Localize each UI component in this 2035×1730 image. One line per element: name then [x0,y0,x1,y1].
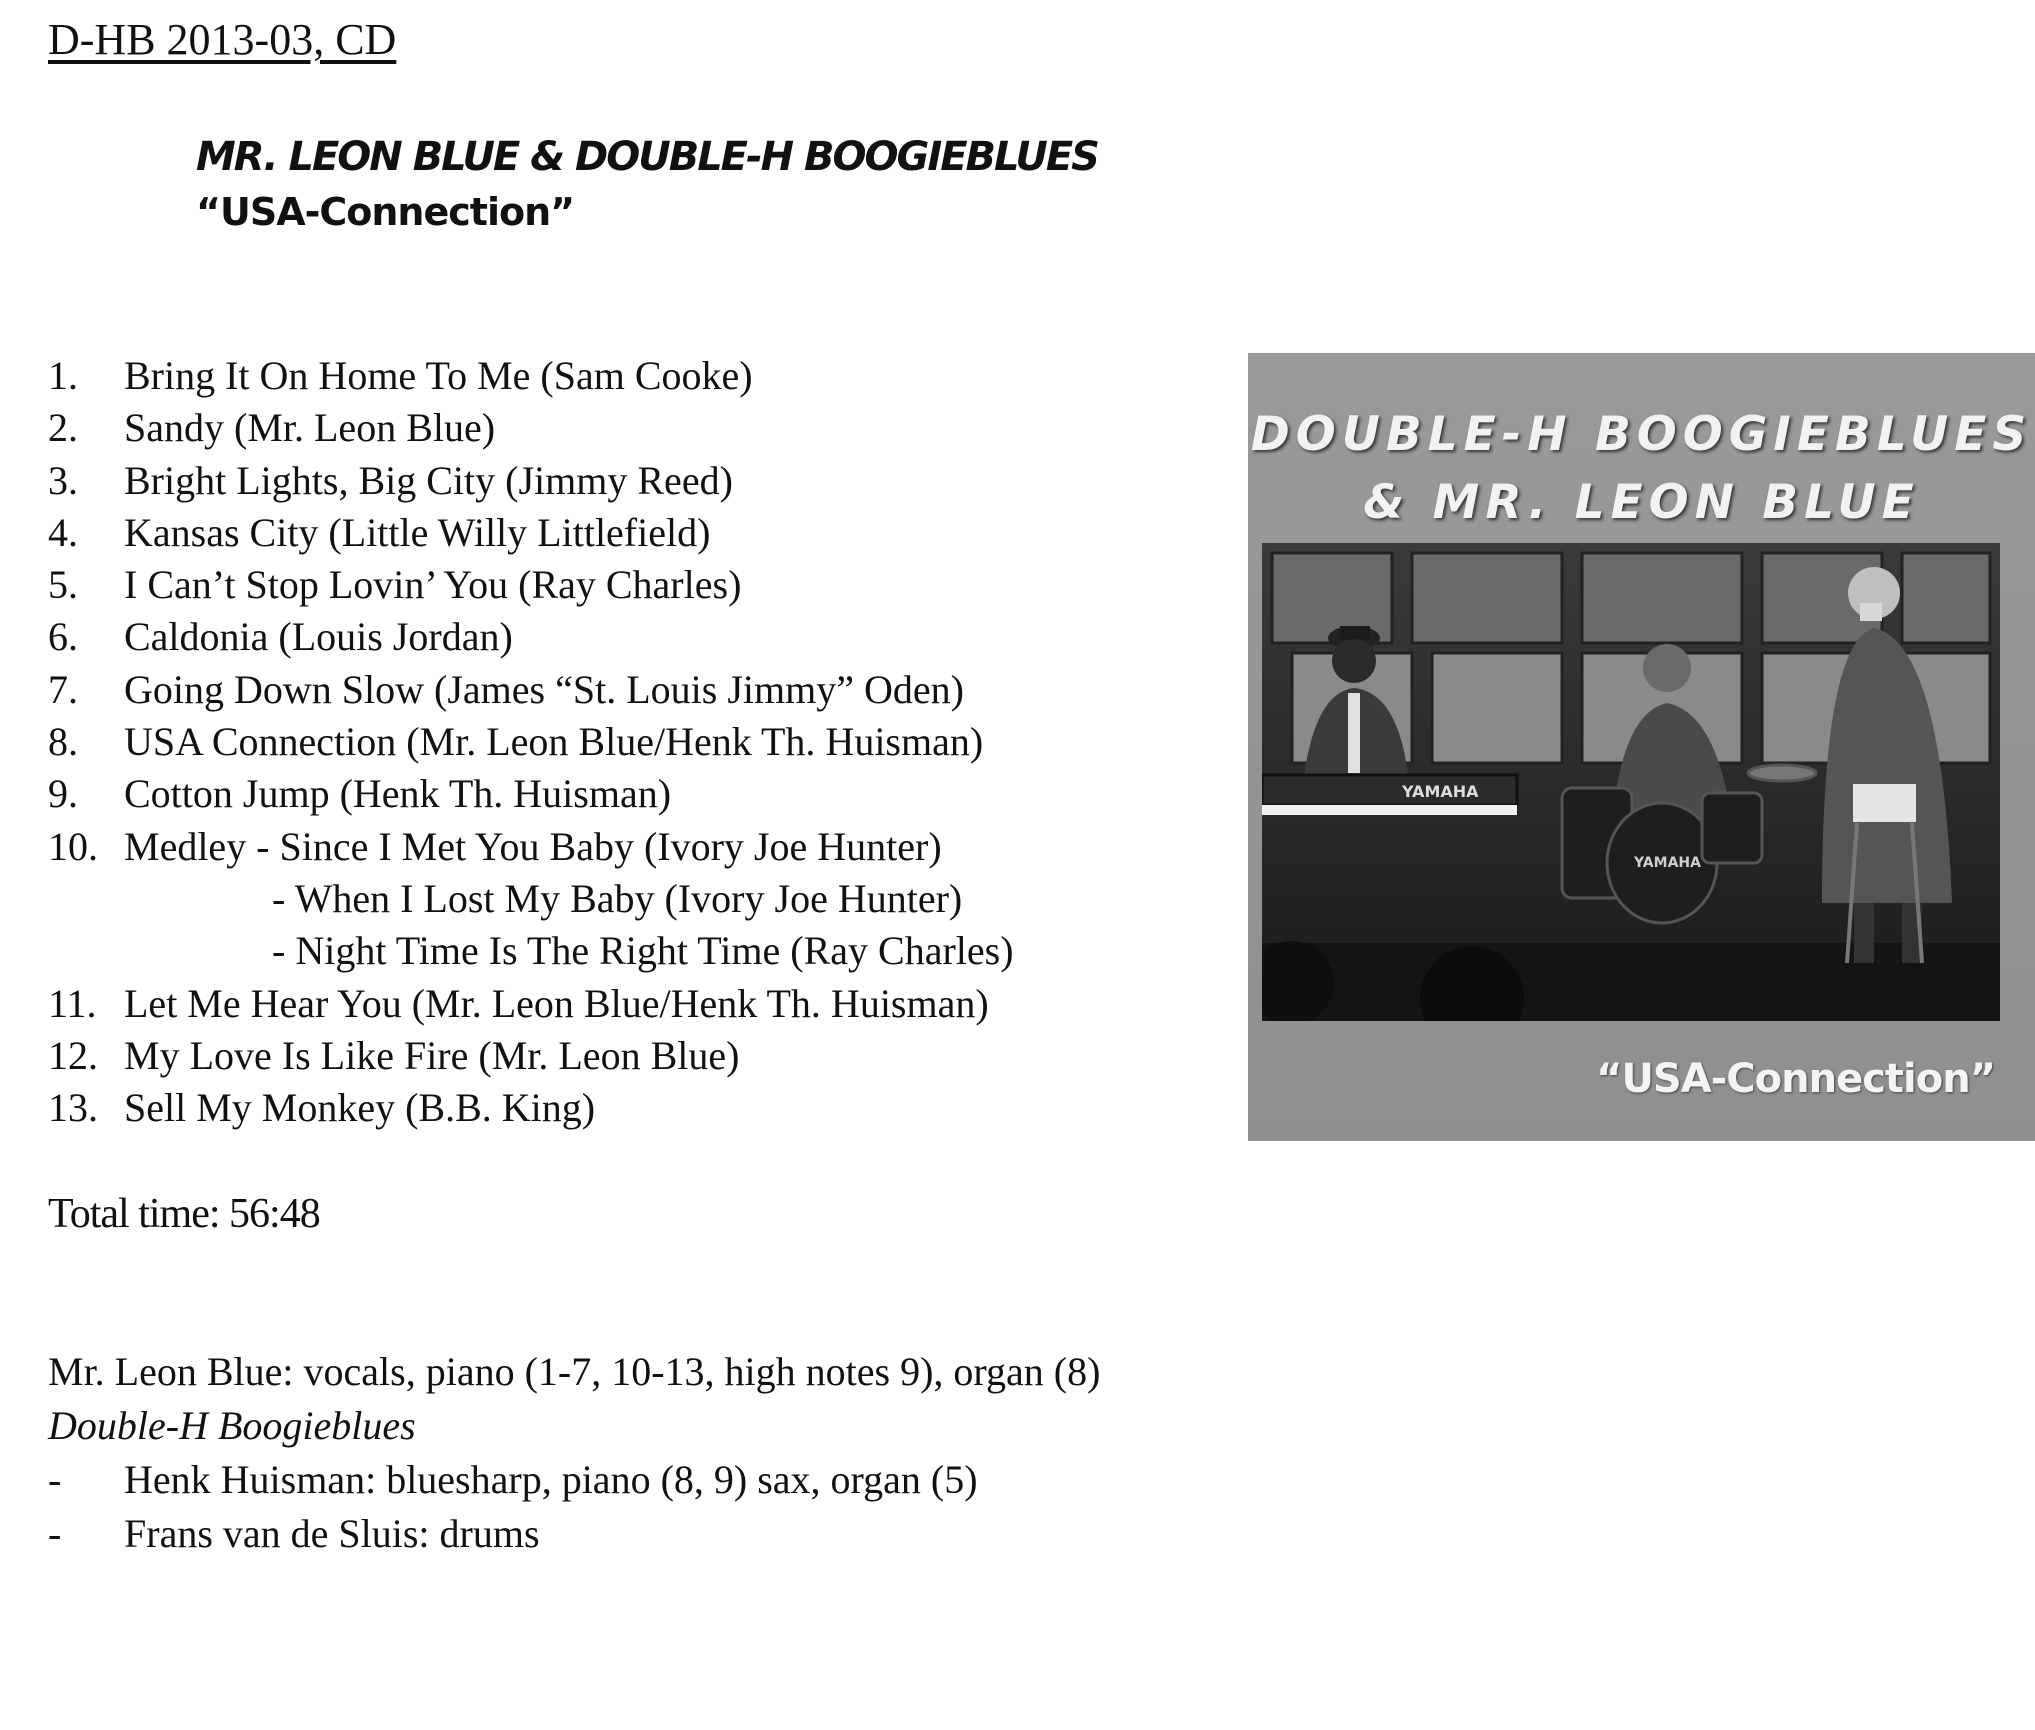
track-title: - Night Time Is The Right Time (Ray Charles) [272,928,1014,974]
track-list [48,350,1014,1134]
track-13 [48,1082,1014,1134]
drum-brand: YAMAHA [1634,855,1701,871]
track-9 [48,768,1014,820]
album-artist-title: MR. LEON BLUE & DOUBLE-H BOOGIEBLUES [196,134,1098,180]
credit-member [48,1507,1100,1561]
member-text: Henk Huisman: bluesharp, piano (8, 9) sax, organ (5) [124,1457,978,1502]
track-number: 9. [48,771,78,817]
track-number: 4. [48,509,78,555]
cover-title-line-2: & MR. LEON BLUE [1363,475,1920,530]
keyboard-brand: YAMAHA [1402,782,1479,801]
track-number [48,873,124,925]
track-8 [48,716,1014,768]
track-number: 10. [48,823,98,869]
track-number: 11. [48,980,97,1026]
band-name: Double-H Boogieblues [48,1403,416,1448]
track-number: 3. [48,457,78,503]
track-title: USA Connection (Mr. Leon Blue/Henk Th. Huisman) [124,719,984,765]
track-number: 12. [48,1032,98,1078]
track-11 [48,978,1014,1030]
member-text: Frans van de Sluis: drums [124,1511,540,1556]
track-title: Medley - Since I Met You Baby (Ivory Joe Hunter) [124,823,942,869]
track-title: My Love Is Like Fire (Mr. Leon Blue) [124,1032,740,1078]
track-number: 8. [48,719,78,765]
track-5 [48,559,1014,611]
track-number: 2. [48,405,78,451]
track-2 [48,402,1014,454]
catalog-number: D-HB 2013-03, CD [48,15,397,64]
track-10 [48,821,1014,873]
track-title: Going Down Slow (James “St. Louis Jimmy” Oden) [124,666,964,712]
medley-part-2 [48,873,1014,925]
track-title: Caldonia (Louis Jordan) [124,614,513,660]
track-7 [48,664,1014,716]
list-dash: - [48,1511,62,1556]
track-title: Sandy (Mr. Leon Blue) [124,405,496,451]
track-title: - When I Lost My Baby (Ivory Joe Hunter) [272,875,963,921]
album-subtitle: “USA-Connection” [196,190,575,234]
cover-title [1248,401,2035,537]
list-dash: - [48,1457,62,1502]
track-title: Sell My Monkey (B.B. King) [124,1085,596,1131]
track-3 [48,455,1014,507]
track-1 [48,350,1014,402]
track-title: Cotton Jump (Henk Th. Huisman) [124,771,672,817]
credit-member [48,1453,1100,1507]
track-number: 7. [48,666,78,712]
album-cover-image [1248,353,2035,1141]
credits [48,1345,1100,1561]
cover-subtitle: “USA-Connection” [1596,1056,1995,1102]
track-title: Bright Lights, Big City (Jimmy Reed) [124,457,733,503]
track-title: I Can’t Stop Lovin’ You (Ray Charles) [124,562,742,608]
medley-part-3 [48,925,1014,977]
track-number: 5. [48,562,78,608]
track-4 [48,507,1014,559]
track-title: Let Me Hear You (Mr. Leon Blue/Henk Th. Huisman) [124,980,989,1026]
band-photo [1262,543,2000,1021]
track-number: 1. [48,353,78,398]
track-title: Bring It On Home To Me (Sam Cooke) [124,353,753,398]
track-title: Kansas City (Little Willy Littlefield) [124,509,711,555]
track-number: 6. [48,614,78,660]
credit-leon-blue: Mr. Leon Blue: vocals, piano (1-7, 10-13, high notes 9), organ (8) [48,1349,1101,1394]
track-number [48,925,124,977]
track-12 [48,1030,1014,1082]
track-number: 13. [48,1085,98,1131]
total-time: Total time: 56:48 [48,1191,320,1237]
track-6 [48,611,1014,663]
cover-title-line-1: DOUBLE-H BOOGIEBLUES [1250,407,2033,462]
